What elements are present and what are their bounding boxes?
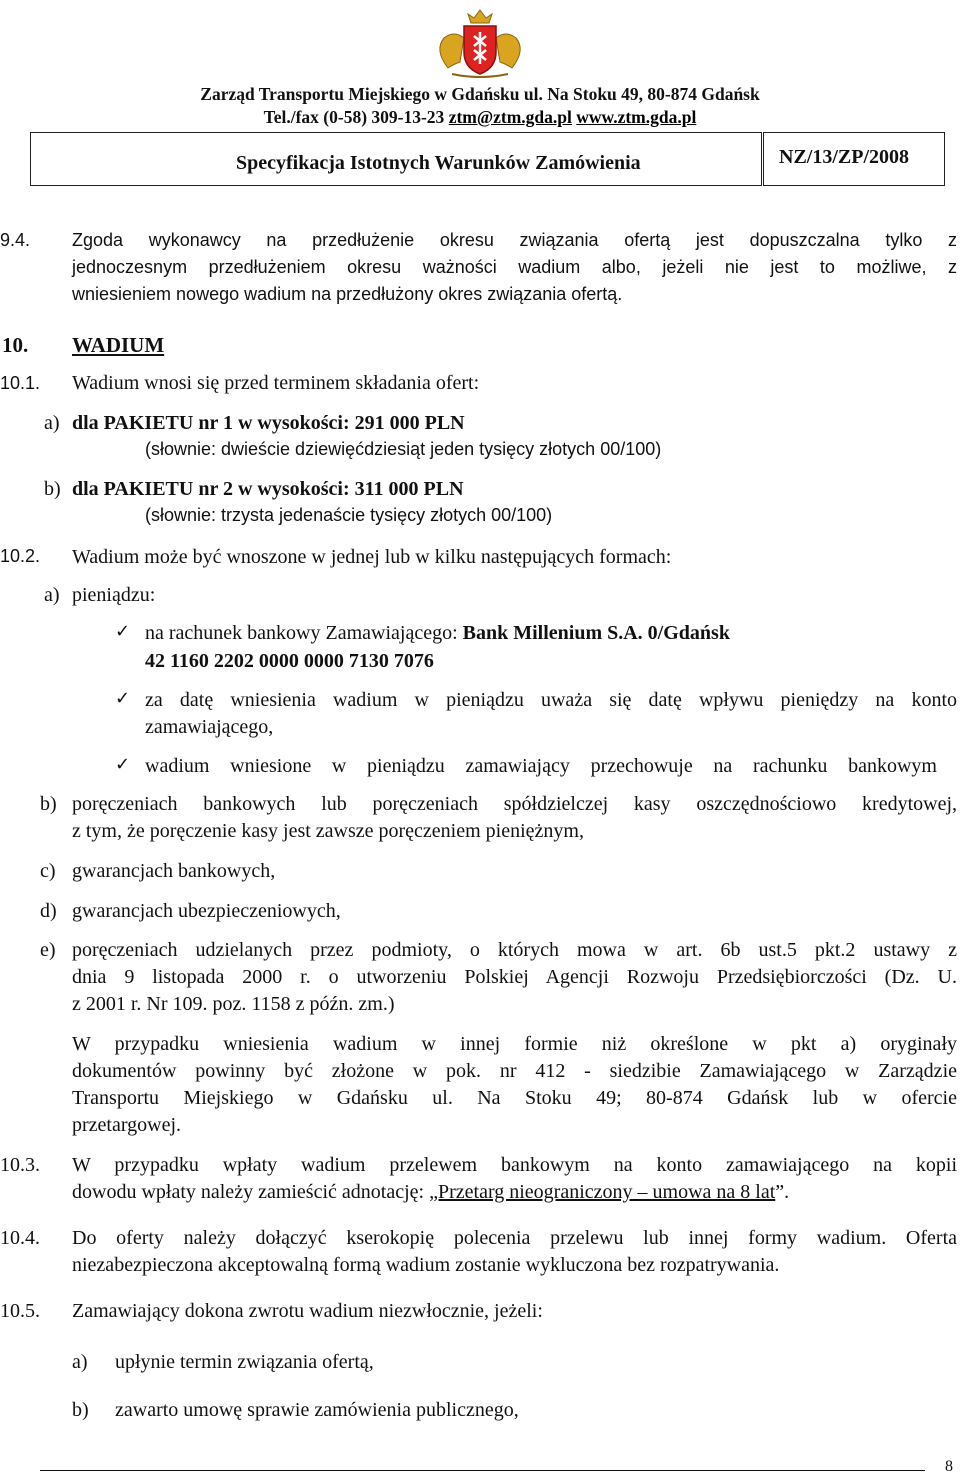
paragraph-line: zamawiającego, xyxy=(145,716,274,738)
list-label: a) xyxy=(44,412,60,434)
paragraph-line: niezabezpieczona akceptowalną formą wadium zostanie wykluczona bez rozpatrywania. xyxy=(72,1254,780,1276)
list-label: b) xyxy=(40,793,57,815)
section-number: 10.5. xyxy=(0,1300,40,1322)
list-label: b) xyxy=(72,1399,89,1421)
list-text: zawarto umowę sprawie zamówienia publicznego, xyxy=(115,1399,519,1421)
section-text: Wadium może być wnoszone w jednej lub w kilku następujących formach: xyxy=(72,546,672,568)
section-heading: WADIUM xyxy=(72,333,165,357)
paragraph-line: wadium wniesione w pieniądzu zamawiający przechowuje na rachunku bankowym xyxy=(145,755,937,777)
paragraph-line: wniesieniem nowego wadium na przedłużony okres związania ofertą. xyxy=(72,284,623,304)
list-text: pieniądzu: xyxy=(72,584,156,606)
package-2-amount: dla PAKIETU nr 2 w wysokości: 311 000 PLN xyxy=(72,478,464,500)
website-link[interactable]: www.ztm.gda.pl xyxy=(576,107,697,127)
bank-name: Bank Millenium S.A. 0/Gdańsk xyxy=(462,622,730,644)
checkmark-icon: ✓ xyxy=(115,621,131,642)
paragraph-line: Do oferty należy dołączyć kserokopię polecenia przelewu lub innej formy wadium. Oferta xyxy=(72,1227,957,1249)
phone-fax: Tel./fax (0-58) 309-13-23 xyxy=(263,107,449,127)
list-text: upłynie termin związania ofertą, xyxy=(115,1351,374,1373)
document-code: NZ/13/ZP/2008 xyxy=(779,146,910,168)
checkmark-icon: ✓ xyxy=(115,688,131,709)
list-label: c) xyxy=(40,860,56,882)
organization-contact xyxy=(0,107,960,128)
paragraph-line: Zgoda wykonawcy na przedłużenie okresu związania ofertą jest dopuszczalna tylko z xyxy=(72,230,957,250)
checkmark-icon: ✓ xyxy=(115,754,131,775)
list-label: a) xyxy=(72,1351,88,1373)
section-number: 10.2. xyxy=(0,546,41,566)
paragraph-line: dokumentów powinny być złożone w pok. nr 412 - siedzibie Zamawiającego w Zarządzie xyxy=(72,1060,957,1082)
section-number: 9.4. xyxy=(0,230,31,250)
list-text: gwarancjach bankowych, xyxy=(72,860,276,882)
spec-title: Specyfikacja Istotnych Warunków Zamówienia xyxy=(236,152,641,174)
section-text: Zamawiający dokona zwrotu wadium niezwłocznie, jeżeli: xyxy=(72,1300,543,1322)
package-1-words: (słownie: dwieście dziewięćdziesiąt jeden tysięcy złotych 00/100) xyxy=(145,439,662,459)
paragraph-line: Transportu Miejskiego w Gdańsku ul. Na Stoku 49; 80-874 Gdańsk lub w ofercie xyxy=(72,1087,957,1109)
section-number: 10.1. xyxy=(0,373,41,393)
list-text: gwarancjach ubezpieczeniowych, xyxy=(72,900,341,922)
paragraph-line: W przypadku wpłaty wadium przelewem bankowym na konto zamawiającego na kopii xyxy=(72,1154,957,1176)
paragraph-line: za datę wniesienia wadium w pieniądzu uważa się datę wpływu pieniędzy na konto xyxy=(145,689,957,711)
bank-account-line xyxy=(145,622,730,645)
paragraph-line: W przypadku wniesienia wadium w innej formie niż określone w pkt a) oryginały xyxy=(72,1033,957,1055)
list-label: a) xyxy=(44,584,60,606)
email-link[interactable]: ztm@ztm.gda.pl xyxy=(448,107,572,127)
footer-rule xyxy=(40,1470,925,1471)
paragraph-line: jednoczesnym przedłużeniem okresu ważności wadium albo, jeżeli nie jest to możliwe, z xyxy=(72,257,957,277)
list-label: e) xyxy=(40,939,56,961)
section-number: 10.3. xyxy=(0,1154,40,1176)
section-number: 10.4. xyxy=(0,1227,40,1249)
annotation-suffix: ”. xyxy=(775,1181,790,1203)
paragraph-line: dnia 9 listopada 2000 r. o utworzeniu Polskiej Agencji Rozwoju Przedsiębiorczości (Dz. U. xyxy=(72,966,957,988)
list-label: d) xyxy=(40,900,57,922)
city-crest-logo xyxy=(432,8,528,78)
section-text: Wadium wnosi się przed terminem składania ofert: xyxy=(72,372,480,394)
paragraph-line xyxy=(72,1181,789,1204)
package-1-amount: dla PAKIETU nr 1 w wysokości: 291 000 PLN xyxy=(72,412,465,434)
bank-account-number: 42 1160 2202 0000 0000 7130 7076 xyxy=(145,650,434,672)
organization-address: Zarząd Transportu Miejskiego w Gdańsku ul. Na Stoku 49, 80-874 Gdańsk xyxy=(200,84,760,104)
paragraph-line: poręczeniach udzielanych przez podmioty, o których mowa w art. 6b ust.5 pkt.2 ustawy z xyxy=(72,939,957,961)
annotation-prefix: dowodu wpłaty należy zamieścić adnotację: xyxy=(72,1181,430,1203)
paragraph-line: przetargowej. xyxy=(72,1114,182,1136)
list-label: b) xyxy=(44,478,61,500)
paragraph-line: z tym, że poręczenie kasy jest zawsze poręczeniem pieniężnym, xyxy=(72,820,584,842)
paragraph-line: z 2001 r. Nr 109. poz. 1158 z późn. zm.) xyxy=(72,993,395,1015)
annotation-quote: „Przetarg nieograniczony – umowa na 8 lat xyxy=(429,1181,776,1203)
section-number: 10. xyxy=(2,333,29,357)
package-2-words: (słownie: trzysta jedenaście tysięcy złotych 00/100) xyxy=(145,505,553,525)
page-number: 8 xyxy=(945,1458,953,1475)
paragraph-line: poręczeniach bankowych lub poręczeniach spółdzielczej kasy oszczędnościowo kredytowej, xyxy=(72,793,957,815)
bank-account-prefix: na rachunek bankowy Zamawiającego: xyxy=(145,622,463,644)
